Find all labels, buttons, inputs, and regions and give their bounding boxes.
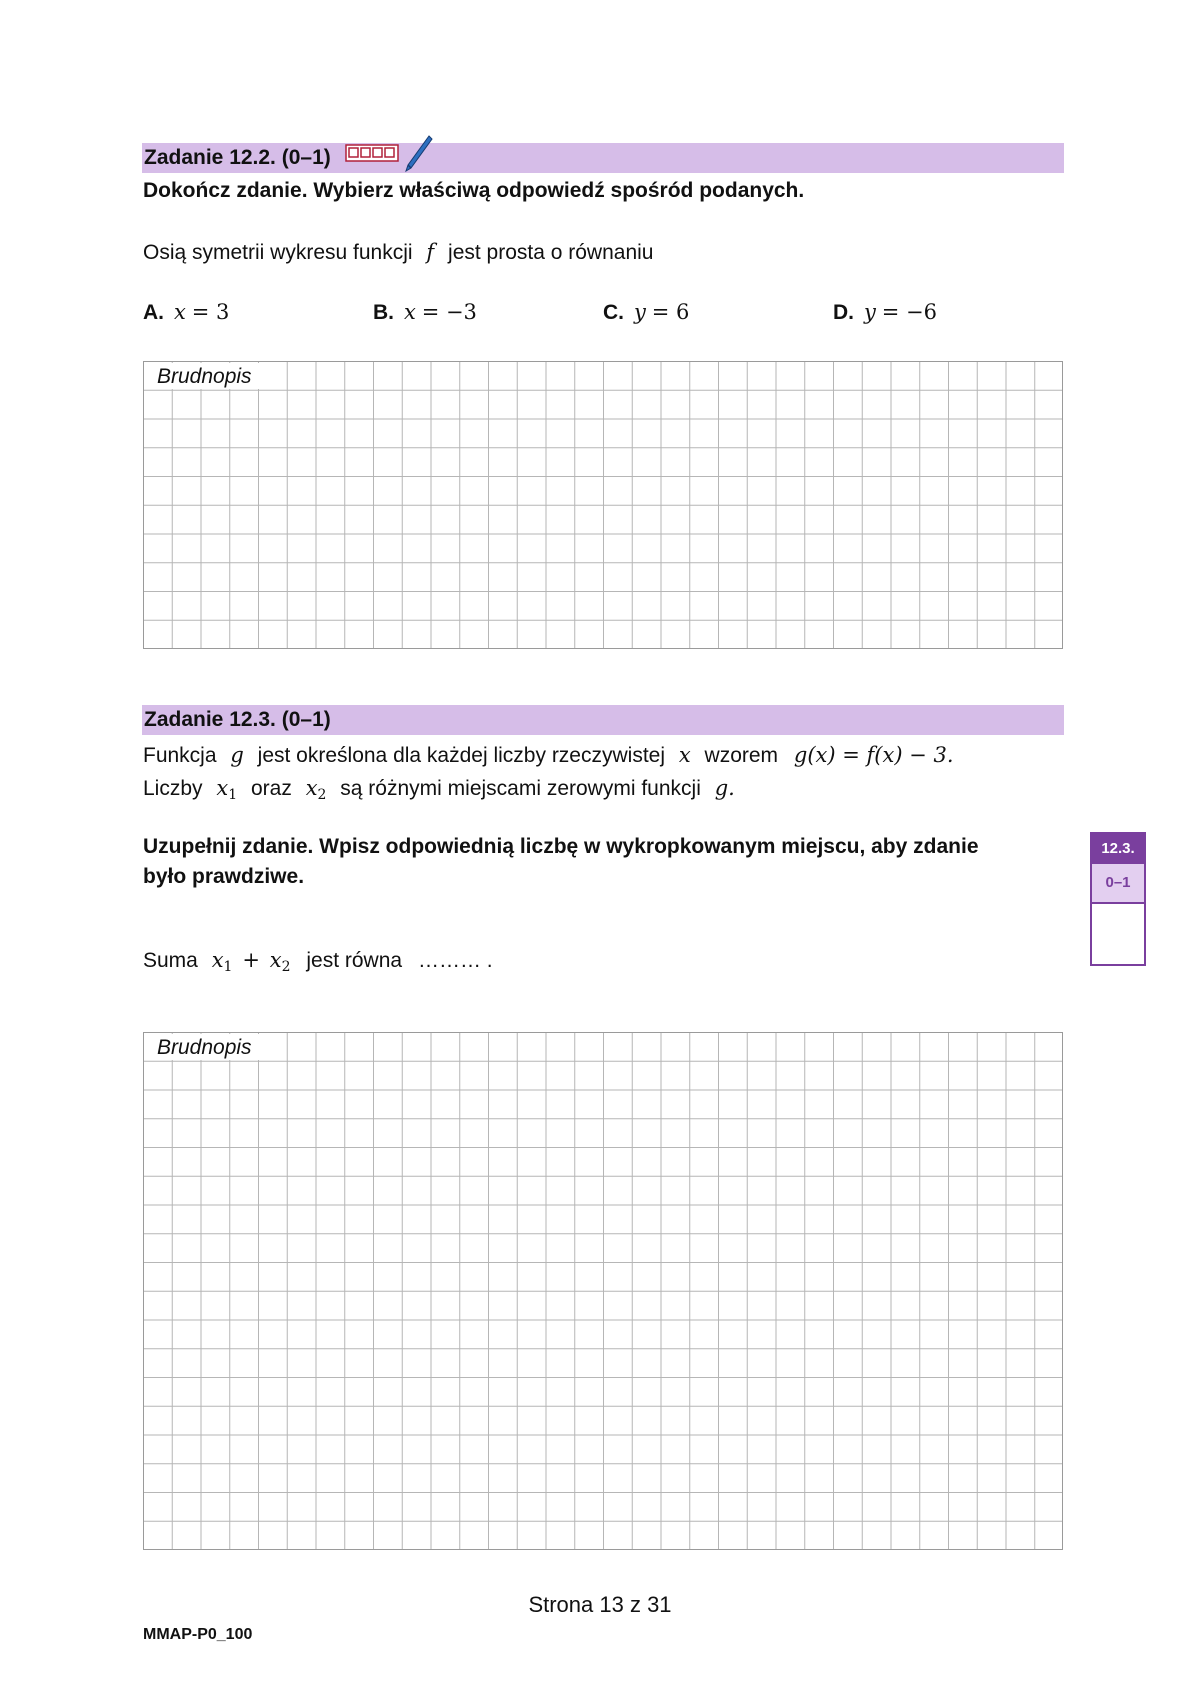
draft-label: Brudnopis xyxy=(145,1034,285,1060)
task-12-3-line1: Funkcja g jest określona dla każdej liczby rzeczywistej x wzorem g(x) = f(x) − 3. xyxy=(143,743,954,767)
pen-icon xyxy=(403,134,433,179)
task-12-3-header xyxy=(142,705,1064,735)
task-12-2-title: Zadanie 12.2. (0–1) xyxy=(144,146,331,169)
page-number: Strona 13 z 31 xyxy=(528,1592,672,1617)
task-12-3-instruction-2: było prawdziwe. xyxy=(143,865,305,888)
document-code: MMAP-P0_100 xyxy=(143,1626,253,1643)
score-range: 0–1 xyxy=(1092,864,1144,904)
task-12-3-line2: Liczby $x_1$ oraz $x_2$ są różnymi miejscami zerowymi funkcji g. xyxy=(143,776,735,803)
score-entry-field[interactable] xyxy=(1092,904,1144,964)
task-12-2-instruction: Dokończ zdanie. Wybierz właściwą odpowiedź spośród podanych. xyxy=(143,179,805,202)
task-12-2-stem: Osią symetrii wykresu funkcji f jest prosta o równaniu xyxy=(143,240,654,264)
option-c[interactable]: C. y = 6 xyxy=(603,300,690,324)
answer-blank[interactable]: ……… . xyxy=(417,949,493,972)
option-a[interactable]: A. x = 3 xyxy=(143,300,230,324)
score-task-number: 12.3. xyxy=(1092,834,1144,864)
draft-grid-12-3[interactable] xyxy=(143,1032,1063,1550)
draft-grid-12-2[interactable] xyxy=(143,361,1063,649)
option-b[interactable]: B. x = −3 xyxy=(373,300,477,324)
keyboard-icon xyxy=(345,141,399,171)
draft-label: Brudnopis xyxy=(145,363,285,389)
task-12-3-sum: Suma $x_1 + x_2$ jest równa ……… . xyxy=(143,948,493,975)
score-box xyxy=(1090,832,1146,966)
task-12-3-title: Zadanie 12.3. (0–1) xyxy=(144,708,331,731)
task-12-3-instruction-1: Uzupełnij zdanie. Wpisz odpowiednią liczbę w wykropkowanym miejscu, aby zdanie xyxy=(143,835,979,858)
task-12-2-header xyxy=(142,143,1064,173)
option-d[interactable]: D. y = −6 xyxy=(833,300,937,324)
